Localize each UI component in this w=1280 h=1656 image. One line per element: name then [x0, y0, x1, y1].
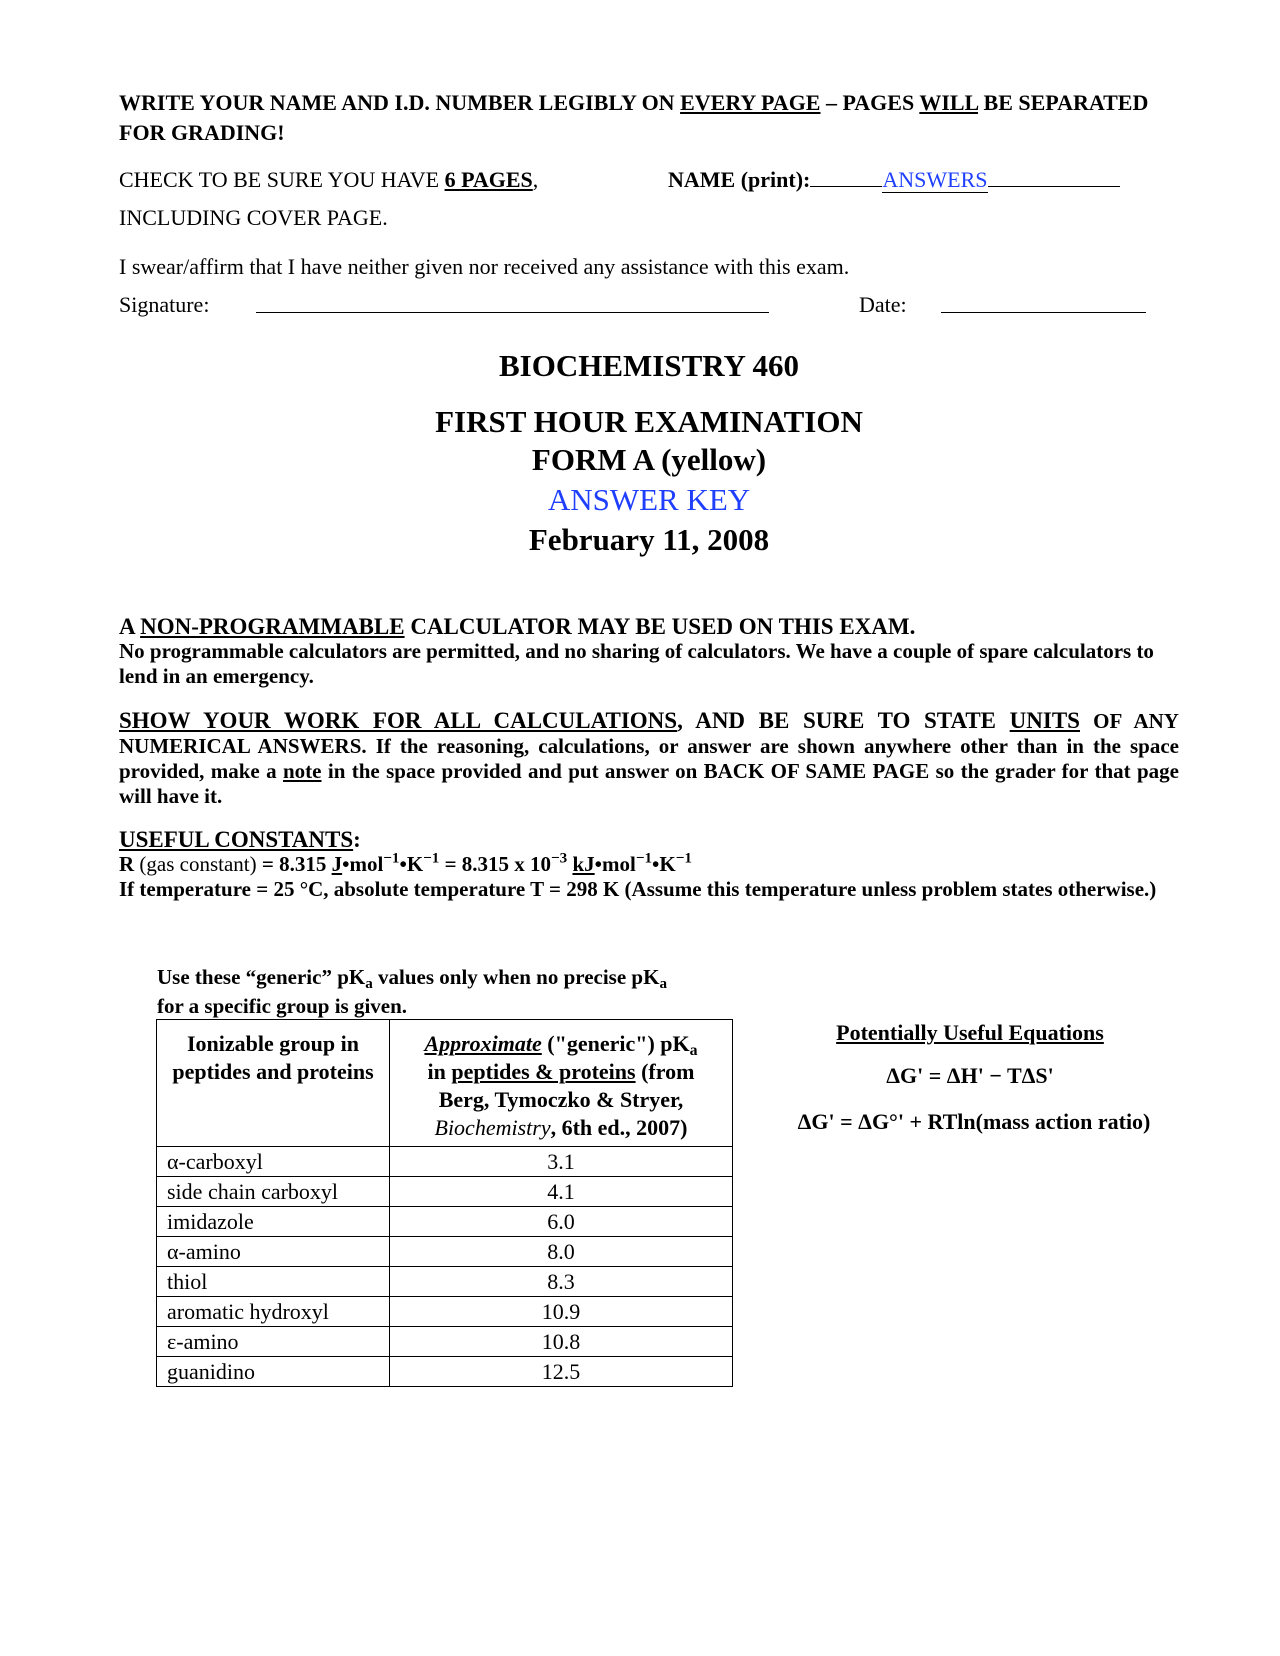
- pka-subscript: a: [659, 975, 667, 992]
- r-value: = 8.315: [256, 852, 332, 876]
- pka-cell: 8.0: [390, 1237, 733, 1267]
- signature-row: [119, 291, 1179, 319]
- equations-heading: Potentially Useful Equations: [836, 1020, 1104, 1045]
- table-row: [157, 1147, 733, 1177]
- group-cell: α-amino: [157, 1237, 390, 1267]
- mass-action-equation: ΔG' = ΔG°' + RTln(mass action ratio): [797, 1109, 1151, 1134]
- form-title: FORM A (yellow): [531, 442, 767, 477]
- r-unit: •mol: [594, 852, 636, 876]
- warning-text: WRITE YOUR NAME AND I.D. NUMBER LEGIBLY ON: [119, 90, 681, 115]
- work-text: in the space provided and put answer on BACK OF SAME PAGE so the grader for that page will have it.: [119, 759, 1179, 808]
- cover-page-note: INCLUDING COVER PAGE.: [119, 205, 388, 230]
- table-row: [157, 1207, 733, 1237]
- pka-intro-text: Use these “generic” pK: [157, 965, 366, 989]
- header-ionizable-group: Ionizable group in peptides and proteins: [157, 1020, 390, 1147]
- group-cell: guanidino: [157, 1357, 390, 1387]
- pka-cell: 10.9: [390, 1297, 733, 1327]
- free-energy-equation: ΔG' = ΔH' − TΔS': [886, 1063, 1054, 1088]
- check-text: ,: [532, 167, 539, 192]
- calc-heading-text: A: [119, 614, 141, 639]
- page-count: 6 PAGES: [444, 167, 533, 192]
- work-heading: SHOW YOUR WORK FOR ALL CALCULATIONS: [119, 708, 678, 733]
- calculator-heading: [119, 614, 1179, 639]
- table-row: [157, 1357, 733, 1387]
- pka-intro-text: for a specific group is given.: [157, 994, 408, 1018]
- r-unit: •K: [652, 852, 676, 876]
- pka-cell: 10.8: [390, 1327, 733, 1357]
- name-label: NAME (print):: [668, 167, 811, 192]
- calc-heading-underlined: NON-PROGRAMMABLE: [140, 614, 405, 639]
- work-text: OF ANY NUMERICAL ANSWERS.: [119, 709, 1179, 758]
- constants-colon: :: [353, 827, 361, 852]
- group-cell: thiol: [157, 1267, 390, 1297]
- header-text: , 6th ed., 2007): [550, 1115, 688, 1140]
- header-peptides-proteins: peptides & proteins: [451, 1059, 636, 1084]
- name-underline: [810, 185, 882, 187]
- signature-line: [256, 311, 769, 313]
- gas-constant: [119, 852, 1179, 877]
- table-row: [157, 1297, 733, 1327]
- r-unit: kJ: [572, 852, 595, 876]
- table-row: [157, 1267, 733, 1297]
- header-approximate: Approximate: [424, 1031, 542, 1056]
- work-text: , AND BE SURE TO STATE: [677, 708, 1010, 733]
- r-exponent: −1: [635, 850, 653, 867]
- warning-text: – PAGES: [820, 90, 920, 115]
- header-book-title: Biochemistry: [434, 1115, 551, 1140]
- calculator-policy: [119, 614, 1179, 689]
- name-field: [668, 166, 1120, 194]
- pka-intro-text: values only when no precise pK: [372, 965, 660, 989]
- date-line: [941, 311, 1146, 313]
- header-approx-pka: [390, 1020, 733, 1147]
- work-text: If the reasoning, calculations, or answer are shown anywhere other than in the space provided, make a: [119, 734, 1179, 783]
- name-underline: [988, 185, 1120, 187]
- work-instructions: [119, 708, 1179, 809]
- course-title: BIOCHEMISTRY 460: [498, 348, 800, 383]
- r-symbol: R: [119, 852, 135, 876]
- r-exponent: −1: [675, 850, 692, 867]
- header-text: ("generic") pK: [541, 1031, 690, 1056]
- name-value: ANSWERS: [882, 167, 988, 192]
- calc-heading-text: CALCULATOR MAY BE USED ON THIS EXAM.: [404, 614, 916, 639]
- warning-every-page: EVERY PAGE: [680, 90, 821, 115]
- date-label: Date:: [859, 292, 907, 317]
- work-units: UNITS: [1009, 708, 1080, 733]
- signature-label: Signature:: [119, 292, 210, 317]
- pka-cell: 6.0: [390, 1207, 733, 1237]
- exam-date: February 11, 2008: [528, 522, 770, 557]
- useful-constants: [119, 827, 1179, 902]
- answer-key-label: ANSWER KEY: [547, 482, 751, 517]
- group-cell: α-carboxyl: [157, 1147, 390, 1177]
- check-text: CHECK TO BE SURE YOU HAVE: [119, 167, 445, 192]
- pka-subscript: a: [365, 975, 373, 992]
- group-cell: imidazole: [157, 1207, 390, 1237]
- table-row: [157, 1177, 733, 1207]
- pka-cell: 8.3: [390, 1267, 733, 1297]
- r-unit: •mol: [342, 852, 384, 876]
- work-note: note: [283, 759, 322, 783]
- constants-heading: [119, 827, 1179, 852]
- r-exponent: −1: [423, 850, 440, 867]
- header-text: (from Berg, Tymoczko & Stryer,: [438, 1059, 695, 1112]
- exam-title: FIRST HOUR EXAMINATION: [435, 404, 863, 439]
- warning-will: WILL: [919, 90, 979, 115]
- r-unit: J: [331, 852, 343, 876]
- group-cell: side chain carboxyl: [157, 1177, 390, 1207]
- r-unit: •K: [399, 852, 424, 876]
- grading-warning: [119, 88, 1179, 148]
- pka-cell: 4.1: [390, 1177, 733, 1207]
- header-subscript: a: [689, 1041, 698, 1059]
- calculator-body: No programmable calculators are permitted, and no sharing of calculators. We have a couple of spare calculators to lend in an emergency.: [119, 639, 1154, 688]
- r-exponent: −3: [551, 850, 568, 867]
- constants-title: USEFUL CONSTANTS: [119, 827, 354, 852]
- r-value: = 8.315 x 10: [439, 852, 552, 876]
- page-count-check: [119, 166, 538, 194]
- group-cell: aromatic hydroxyl: [157, 1297, 390, 1327]
- table-row: [157, 1327, 733, 1357]
- r-exponent: −1: [383, 850, 400, 867]
- table-row: [157, 1237, 733, 1267]
- header-text: in: [427, 1059, 452, 1084]
- pka-table: [156, 1019, 733, 1387]
- pka-cell: 12.5: [390, 1357, 733, 1387]
- r-description: (gas constant): [134, 852, 257, 876]
- pka-intro: [157, 963, 777, 1021]
- honor-affirmation: I swear/affirm that I have neither given nor received any assistance with this exam.: [119, 254, 850, 279]
- group-cell: ε-amino: [157, 1327, 390, 1357]
- pka-cell: 3.1: [390, 1147, 733, 1177]
- table-header-row: [157, 1020, 733, 1147]
- temperature-note: If temperature = 25 °C, absolute temperature T = 298 K (Assume this temperature unless problem states otherwise.): [119, 877, 1157, 901]
- warning-text: BE SEPARATED FOR GRADING!: [119, 90, 1149, 145]
